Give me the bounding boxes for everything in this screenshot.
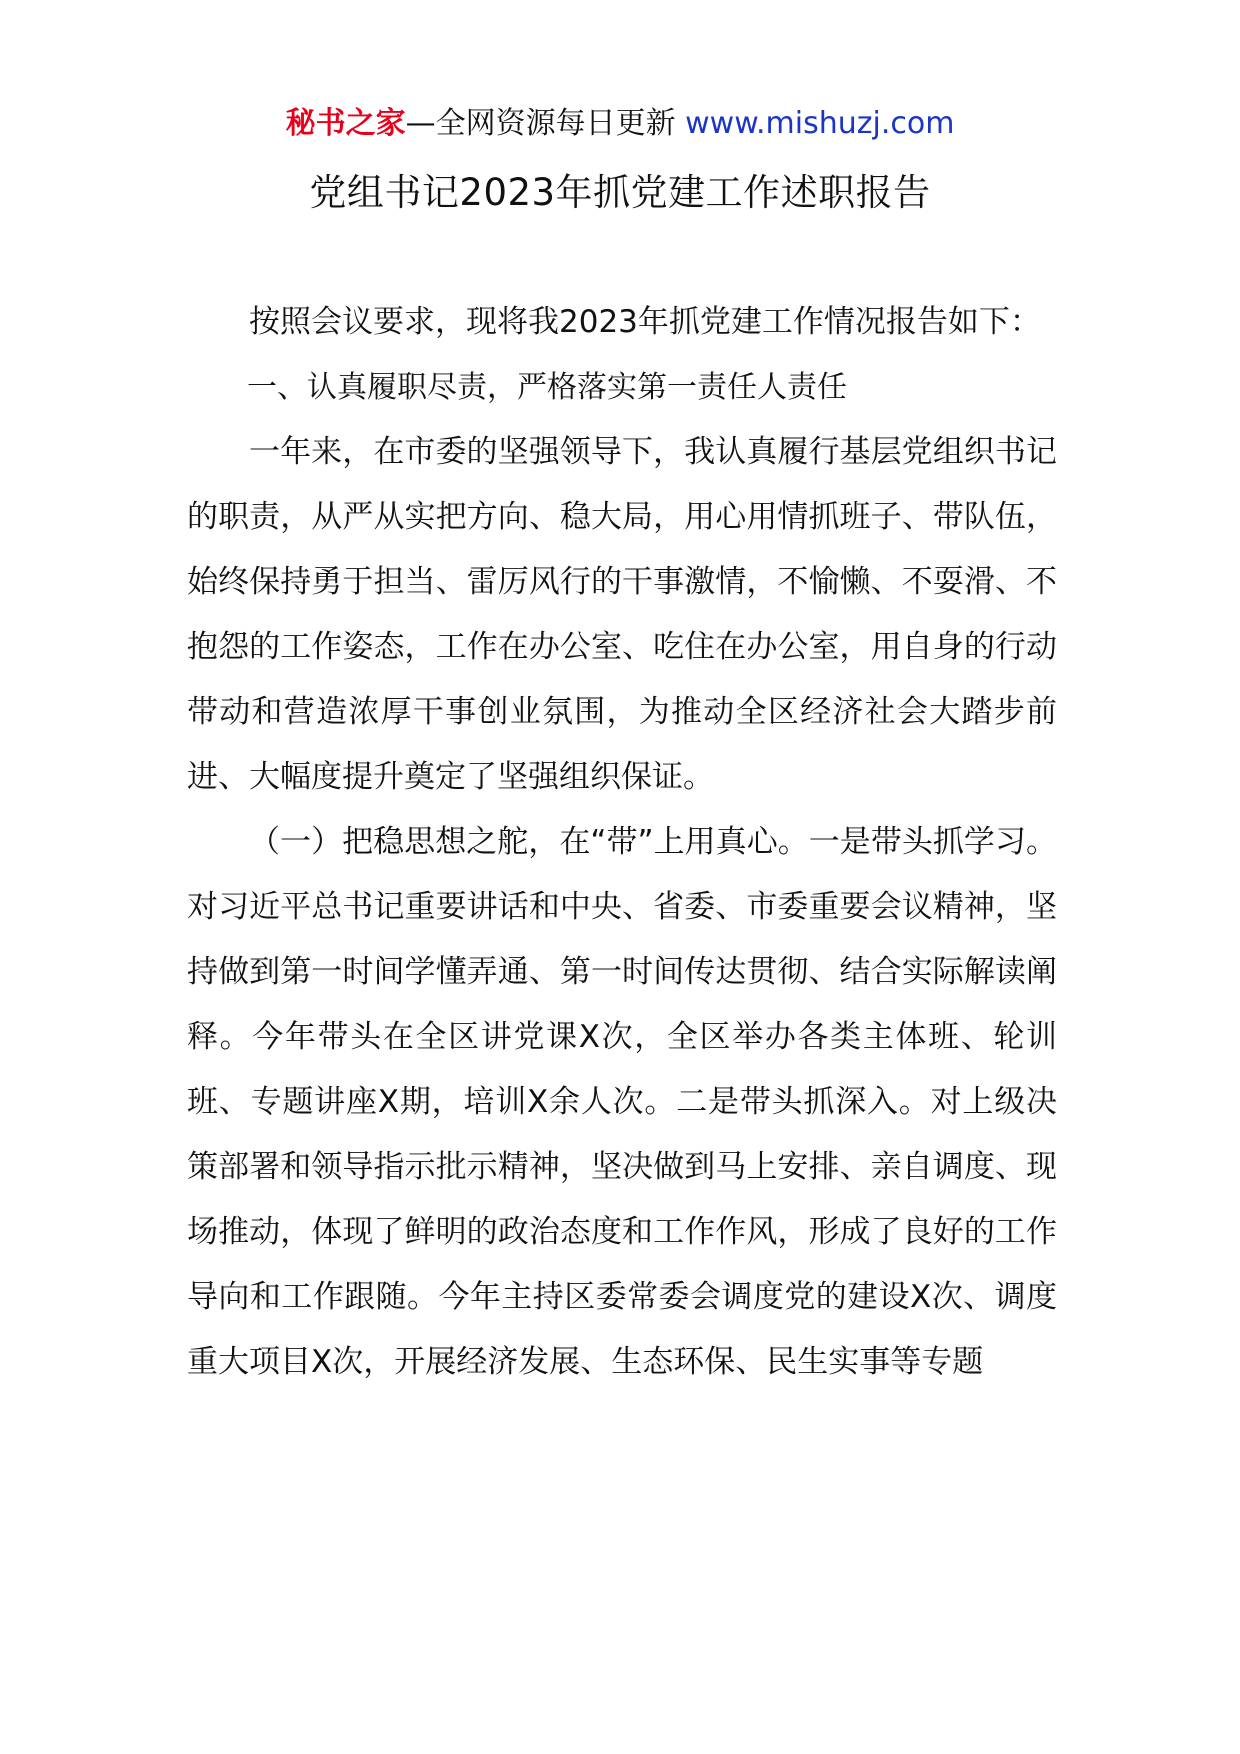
section-heading-1: 一、认真履职尽责，严格落实第一责任人责任	[247, 370, 847, 405]
paragraph-summary: 一年来，在市委的坚强领导下，我认真履行基层党组织书记的职责，从严从实把方向、稳大局，用心用情抓班子、带队伍，始终保持勇于担当、雷厉风行的干事激情，不愉懒、不耍滑、不抱怨的工作姿态，工作在办公室、吃住在办公室，用自身的行动带动和营造浓厚干事创业氛围，为推动全区经济社会大踏步前进、大幅度提升奠定了坚强组织保证。	[187, 434, 1057, 795]
site-brand: 秘书之家	[285, 106, 406, 141]
document-body	[187, 290, 1057, 1395]
paragraph-item-1: （一）把稳思想之舵，在“带”上用真心。一是带头抓学习。对习近平总书记重要讲话和中央、省委、市委重要会议精神，坚持做到第一时间学懂弄通、第一时间传达贯彻、结合实际解读阐释。今年带头在全区讲党课X次，全区举办各类主体班、轮训班、专题讲座X期，培训X余人次。二是带头抓深入。对上级决策部署和领导指示批示精神，坚决做到马上安排、亲自调度、现场推动，体现了鲜明的政治态度和工作作风，形成了良好的工作导向和工作跟随。今年主持区委常委会调度党的建设X次、调度重大项目X次，开展经济发展、生态环保、民生实事等专题	[187, 824, 1057, 1380]
site-slogan: —全网资源每日更新	[405, 106, 676, 141]
site-url-link[interactable]: www.mishuzj.com	[685, 106, 955, 141]
document-title: 党组书记2023年抓党建工作述职报告	[309, 171, 931, 214]
site-banner	[0, 100, 1240, 148]
paragraph-intro: 按照会议要求，现将我2023年抓党建工作情况报告如下：	[249, 304, 1041, 340]
